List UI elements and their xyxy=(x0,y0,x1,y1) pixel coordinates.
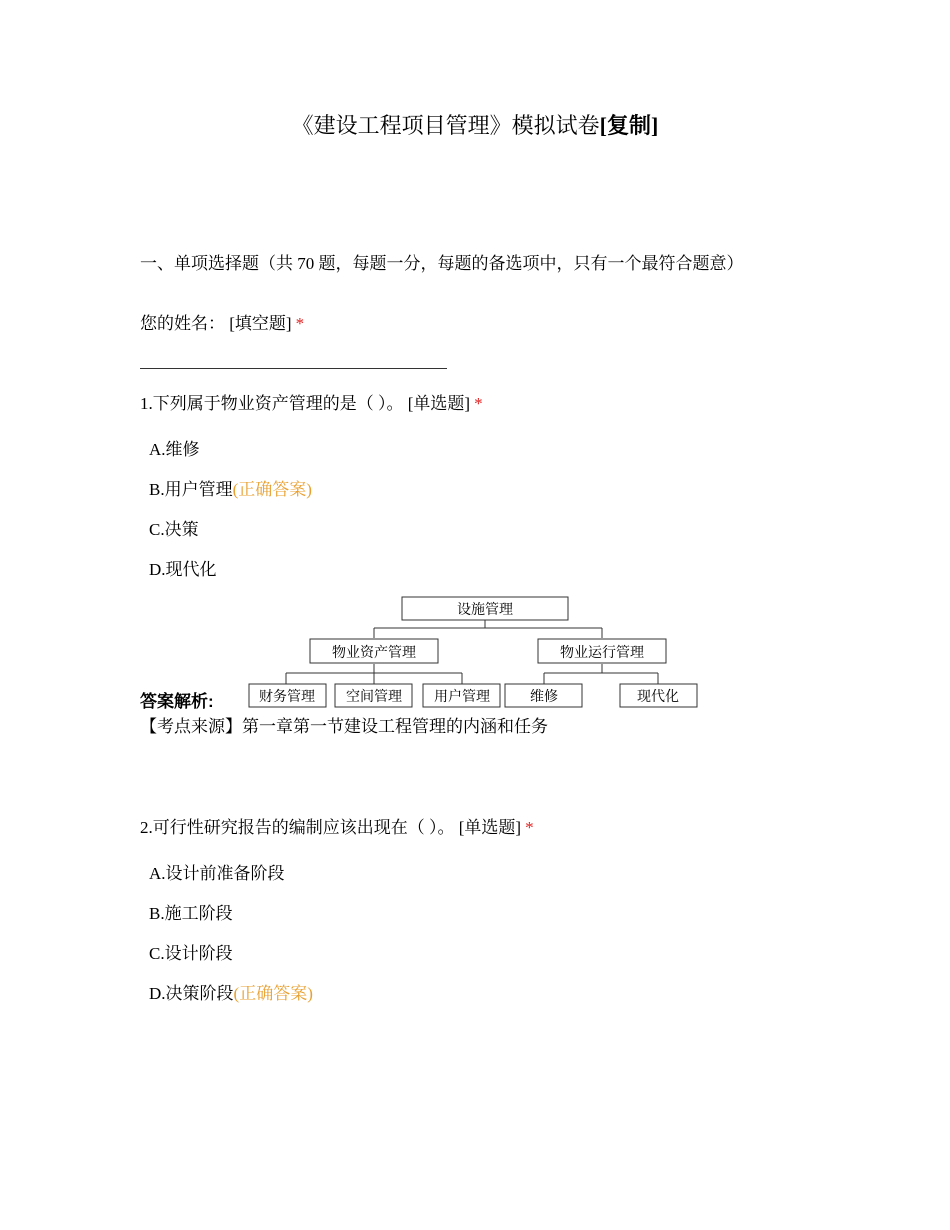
question-1-text: 1.下列属于物业资产管理的是（ ）。 xyxy=(140,394,404,413)
name-question xyxy=(140,312,304,336)
diagram-branch-asset-label: 物业资产管理 xyxy=(332,646,416,661)
diagram-leaf-finance xyxy=(249,684,326,707)
answer-analysis-label: 答案解析: xyxy=(140,692,214,711)
svg-text:空间管理: 空间管理 xyxy=(346,690,402,705)
required-mark: * xyxy=(295,314,305,333)
question-2-option-b[interactable]: B.施工阶段 xyxy=(149,904,233,923)
page-title-main: 《建设工程项目管理》模拟试卷 xyxy=(291,113,600,138)
required-mark: * xyxy=(474,394,483,413)
question-2-option-d[interactable]: D.决策阶段(正确答案) xyxy=(149,984,313,1003)
diagram-branch-operation xyxy=(538,639,666,663)
question-1-option-c[interactable]: C.决策 xyxy=(149,520,199,539)
page-title-suffix: [复制] xyxy=(599,113,659,138)
question-2-option-a[interactable]: A.设计前准备阶段 xyxy=(149,864,285,883)
svg-text:财务管理: 财务管理 xyxy=(259,690,315,705)
diagram-leaf-space xyxy=(335,684,412,707)
name-answer-field[interactable] xyxy=(140,368,447,369)
svg-text:现代化: 现代化 xyxy=(637,690,679,705)
diagram-leaf-modernization xyxy=(620,684,697,707)
question-2-option-c[interactable]: C.设计阶段 xyxy=(149,944,233,963)
name-question-label: 您的姓名： xyxy=(140,314,225,333)
correct-answer-tag: (正确答案) xyxy=(232,480,312,499)
question-2-type: [单选题] xyxy=(458,818,522,837)
question-1-option-b[interactable]: B.用户管理(正确答案) xyxy=(149,480,312,499)
diagram-leaf-maintenance xyxy=(505,684,582,707)
answer-analysis-source: 【考点来源】第一章第一节建设工程管理的内涵和任务 xyxy=(140,717,548,736)
diagram-branch-asset xyxy=(310,639,438,663)
svg-text:用户管理: 用户管理 xyxy=(434,690,490,705)
question-1-option-d[interactable]: D.现代化 xyxy=(149,560,217,579)
question-1-type: [单选题] xyxy=(407,394,471,413)
name-question-type: [填空题] xyxy=(229,314,292,333)
section-heading: 一、单项选择题（共 70 题，每题一分，每题的备选项中，只有一个最符合题意） xyxy=(140,254,744,273)
diagram-root-label: 设施管理 xyxy=(457,603,513,618)
question-2-text: 2.可行性研究报告的编制应该出现在（ ）。 xyxy=(140,818,455,837)
facility-management-diagram xyxy=(248,595,700,710)
svg-text:维修: 维修 xyxy=(530,690,558,705)
question-1 xyxy=(140,392,483,416)
question-2 xyxy=(140,816,534,840)
diagram-branch-operation-label: 物业运行管理 xyxy=(560,646,644,661)
page-title xyxy=(0,110,950,142)
correct-answer-tag: (正确答案) xyxy=(233,984,313,1003)
diagram-root-node xyxy=(402,597,568,620)
diagram-leaf-user xyxy=(423,684,500,707)
question-1-option-a[interactable]: A.维修 xyxy=(149,440,200,459)
required-mark: * xyxy=(525,818,534,837)
